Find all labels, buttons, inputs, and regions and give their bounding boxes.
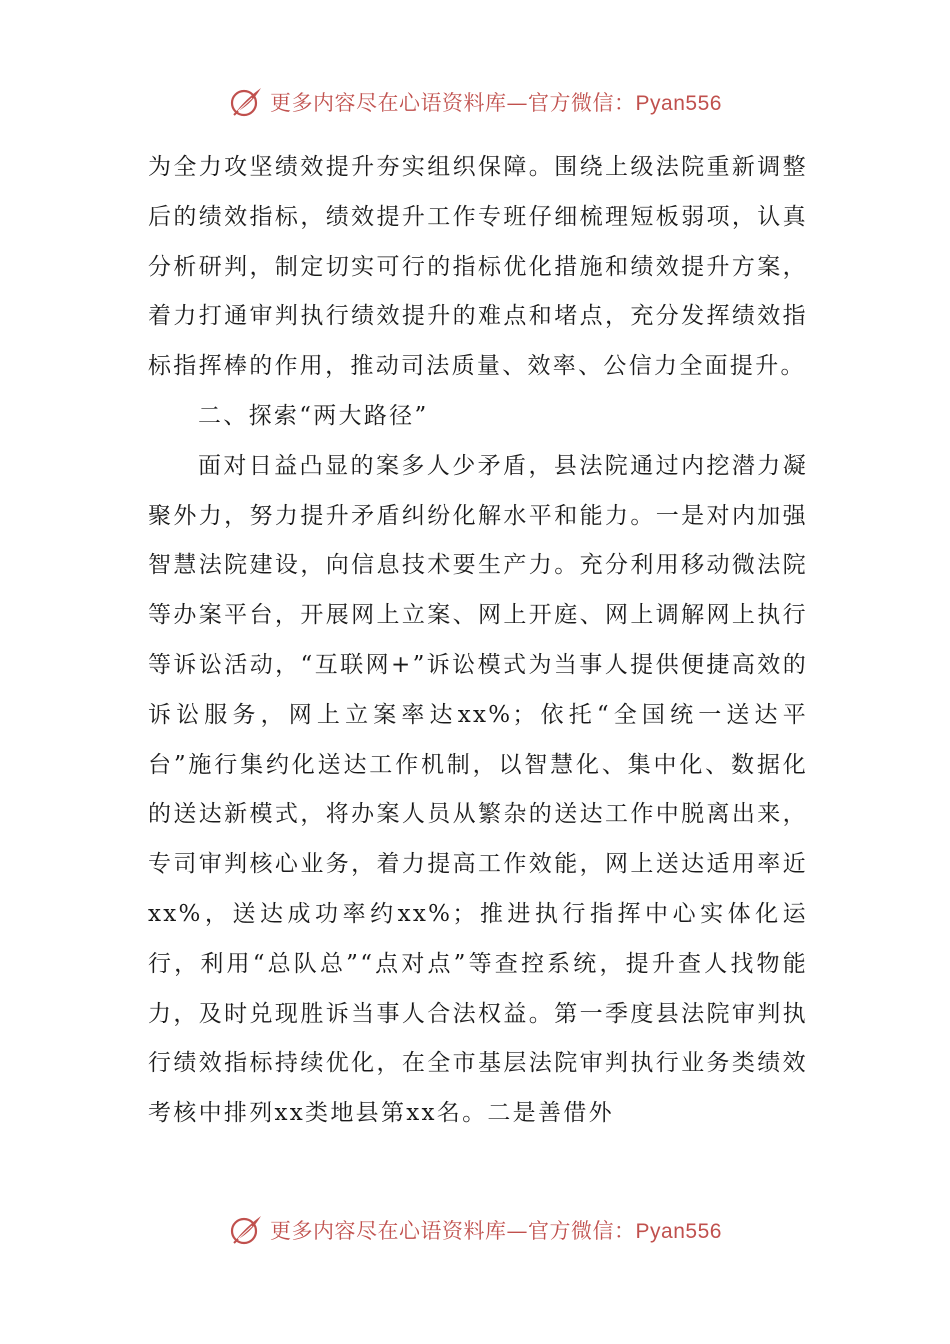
header-watermark-banner <box>0 82 950 122</box>
quill-pen-logo-icon <box>228 84 264 120</box>
wechat-id: Pyan556 <box>635 1220 722 1243</box>
section-heading-2: 二、探索“两大路径” <box>198 402 429 429</box>
document-body <box>148 143 808 1139</box>
footer-watermark-banner <box>0 1210 950 1250</box>
wechat-id: Pyan556 <box>635 92 722 115</box>
quill-pen-logo-icon <box>228 1212 264 1248</box>
header-banner-text: 更多内容尽在心语资料库—官方微信：Pyan556 <box>270 91 722 115</box>
footer-banner-text: 更多内容尽在心语资料库—官方微信：Pyan556 <box>270 1219 722 1243</box>
paragraph-1: 为全力攻坚绩效提升夯实组织保障。围绕上级法院重新调整后的绩效指标，绩效提升工作专班仔细梳理短板弱项，认真分析研判，制定切实可行的指标优化措施和绩效提升方案，着力打通审判执行绩效提升的难点和堵点，充分发挥绩效指标指挥棒的作用，推动司法质量、效率、公信力全面提升。 <box>148 154 808 380</box>
paragraph-2: 面对日益凸显的案多人少矛盾，县法院通过内挖潜力凝聚外力，努力提升矛盾纠纷化解水平和能力。一是对内加强智慧法院建设，向信息技术要生产力。充分利用移动微法院等办案平台，开展网上立案、网上开庭、网上调解网上执行等诉讼活动，“互联网+”诉讼模式为当事人提供便捷高效的诉讼服务，网上立案率达xx%；依托“全国统一送达平台”施行集约化送达工作机制，以智慧化、集中化、数据化的送达新模式，将办案人员从繁杂的送达工作中脱离出来，专司审判核心业务，着力提高工作效能，网上送达适用率近xx%，送达成功率约xx%；推进执行指挥中心实体化运行，利用“总队总”“点对点”等查控系统，提升查人找物能力，及时兑现胜诉当事人合法权益。第一季度县法院审判执行绩效指标持续优化，在全市基层法院审判执行业务类绩效考核中排列xx类地县第xx名。二是善借外 <box>148 452 808 1127</box>
